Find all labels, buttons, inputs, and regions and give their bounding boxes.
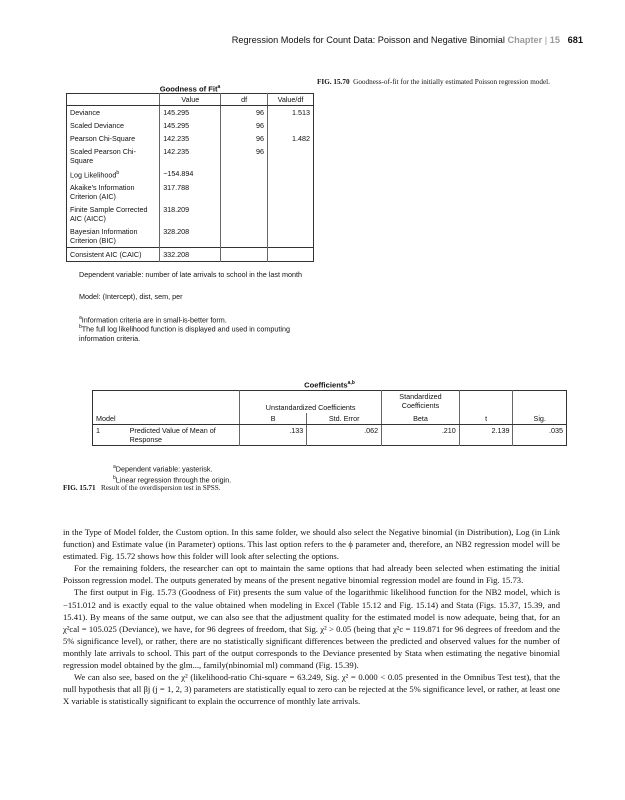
gof-header-row (67, 94, 314, 106)
gof-row-label: Finite Sample Corrected AIC (AICC) (67, 203, 160, 225)
gof-table-title: Goodness of Fit$^a$ (159, 84, 221, 94)
gof-model-note: Model: (Intercept), dist, sem, per (79, 292, 183, 301)
gof-row-df (221, 248, 268, 262)
coef-predictor-name: Predicted Value of Mean of Response (127, 425, 240, 446)
page-number: 681 (567, 35, 583, 45)
gof-row-value: 332.208 (160, 248, 221, 262)
gof-row-ratio (267, 203, 313, 225)
coef-header-row-2 (93, 413, 567, 425)
coef-se-value: .062 (307, 425, 382, 446)
coef-footnote-a: $^a$Dependent variable: yasterisk. (113, 464, 213, 474)
gof-row-label: Bayesian Information Criterion (BIC) (67, 225, 160, 248)
gof-row-value: 145.295 (160, 106, 221, 120)
body-text (63, 526, 560, 707)
body-paragraph-2: For the remaining folders, the researcher can opt to maintain the same options that had already been selected when estimating the initial Poisson regression model. The outputs generated by means of the present negative binomial regression model are found in Fig. 15.73. (63, 563, 560, 586)
figure-15-71-caption: FIG. 15.71 Result of the overdispersion test in SPSS. (63, 484, 221, 492)
gof-row (67, 167, 314, 181)
gof-footnote-b: $^b$The full log likelihood function is displayed and used in computing information criteria. (79, 324, 290, 343)
coef-footnotes (113, 463, 231, 484)
coef-footnote-b: $^b$Linear regression through the origin. (113, 474, 232, 484)
gof-row-df (221, 225, 268, 248)
gof-row-value: 328.208 (160, 225, 221, 248)
gof-row-label: Scaled Deviance (67, 119, 160, 132)
gof-row-ratio (267, 167, 313, 181)
gof-row-ratio (267, 181, 313, 203)
gof-row-df: 96 (221, 145, 268, 167)
gof-header-df: df (221, 94, 268, 106)
coef-h-se: Std. Error (307, 413, 382, 425)
coef-h-unstandardized: Unstandardized Coefficients (240, 391, 382, 414)
gof-row (67, 106, 314, 120)
gof-row-label: Pearson Chi-Square (67, 132, 160, 145)
coef-table-title: Coefficients$^{a,b}$ (304, 380, 355, 390)
body-paragraph-4: We can also see, based on the χ² (likelihood-ratio Chi-square = 63.249, Sig. χ² = 0.000 < 0.05 presented in the Omnibus Test test), that the null hypothesis that all βj (j = 1, 2, 3) parameters are statistically equal to zero can be rejected at the 5% significance level, or rather, at least one X variable is statistically significant to explain the occurrence of monthly late arrivals. (63, 672, 560, 707)
gof-row-df: 96 (221, 132, 268, 145)
coef-h-sig: Sig. (513, 413, 567, 425)
coef-sig-value: .035 (549, 426, 563, 435)
coef-h-standardized: Standardized Coefficients (382, 391, 460, 414)
gof-header-ratio: Value/df (267, 94, 313, 106)
coef-header-row-1 (93, 391, 567, 414)
gof-row-df (221, 181, 268, 203)
coefficients-table (92, 390, 567, 446)
coef-h-blank (93, 391, 127, 414)
body-paragraph-1: in the Type of Model folder, the Custom option. In this same folder, we should also select the Negative binomial (in Distribution), Log (in Link function) and Estimate value (in Parameter) options. This last option refers to the ϕ parameter and, therefore, an NB2 regression model will be estimated. Fig. 15.72 shows how this folder will look after selecting the options. (63, 527, 560, 562)
gof-row-label: Consistent AIC (CAIC) (67, 248, 160, 262)
coef-h-blank2 (127, 391, 240, 414)
header-title: Regression Models for Count Data: Poisson and Negative Binomial (231, 35, 505, 45)
coef-beta-value: .210 (382, 425, 460, 446)
gof-row-df (221, 167, 268, 181)
header-chapter-number: 15 (549, 35, 560, 45)
gof-row-value: 142.235 (160, 145, 221, 167)
gof-row (67, 119, 314, 132)
gof-row-ratio (267, 119, 313, 132)
gof-row (67, 225, 314, 248)
gof-row (67, 132, 314, 145)
gof-header-value: Value (160, 94, 221, 106)
running-header (232, 35, 583, 45)
header-chapter-word: Chapter (507, 35, 543, 45)
coef-t-value: 2.139 (459, 425, 513, 446)
coef-model-num: 1 (96, 426, 100, 435)
gof-row-df (221, 203, 268, 225)
gof-row-value: 142.235 (160, 132, 221, 145)
gof-row-df: 96 (221, 119, 268, 132)
goodness-of-fit-table (66, 93, 314, 262)
gof-row-value: −154.894 (160, 167, 221, 181)
figure-15-70-caption: FIG. 15.70 Goodness-of-fit for the initially estimated Poisson regression model. (317, 78, 550, 86)
header-separator: | (544, 35, 548, 45)
gof-body (67, 106, 314, 262)
coef-h-model-blank (127, 413, 240, 425)
coef-h-blank4 (513, 391, 567, 414)
gof-row-label: Akaike's Information Criterion (AIC) (67, 181, 160, 203)
coef-h-b: B (240, 413, 307, 425)
gof-dependent-note: Dependent variable: number of late arrivals to school in the last month (79, 270, 302, 279)
gof-row-value: 145.295 (160, 119, 221, 132)
gof-row-df: 96 (221, 106, 268, 120)
gof-row-ratio (267, 225, 313, 248)
gof-row-label: Deviance (67, 106, 160, 120)
coef-h-model: Model (93, 413, 127, 425)
coef-h-t: t (459, 413, 513, 425)
gof-row-label: Scaled Pearson Chi-Square (67, 145, 160, 167)
gof-row (67, 145, 314, 167)
gof-row-ratio (267, 145, 313, 167)
coef-b-value: .133 (240, 425, 307, 446)
gof-row (67, 248, 314, 262)
gof-row-ratio: 1.482 (292, 134, 310, 143)
gof-row-ratio: 1.513 (292, 108, 310, 117)
gof-row-value: 317.788 (160, 181, 221, 203)
gof-row-ratio (267, 248, 313, 262)
gof-row-label: Log Likelihood$^b$ (67, 167, 160, 181)
body-paragraph-3: The first output in Fig. 15.73 (Goodness of Fit) presents the sum value of the logarithmic likelihood function for the NB2 model, which is −151.012 and is exactly equal to the value obtained when modeling in Excel (Table 15.12 and Fig. 15.14) and Stata (Figs. 15.37, 15.39, and 15.41). By means of the same output, we can also see that the adjustment quality for the estimated model is now adequate, being that, for an χ²cal = 105.025 (Deviance), we have, for 96 degrees of freedom, that Sig. χ² > 0.05 (being that χ²c = 119.871 for 96 degrees of freedom and the 5% significance level), or rather, there are no statistically significant differences between the predicted and observed values for the number of monthly late arrivals to school. This part of the output corresponds to the Deviance presented by Stata when estimating the negative binomial regression model obtained by the glm..., family(nbinomial ml) command (Fig. 15.39). (63, 587, 560, 671)
gof-header-blank (67, 94, 160, 106)
gof-row (67, 181, 314, 203)
gof-row-value: 318.209 (160, 203, 221, 225)
coef-row-1 (93, 425, 567, 446)
coef-h-blank3 (459, 391, 513, 414)
gof-row (67, 203, 314, 225)
gof-footnote-a: $^a$Information criteria are in small-is-better form. (79, 315, 227, 325)
coef-h-beta: Beta (382, 413, 460, 425)
